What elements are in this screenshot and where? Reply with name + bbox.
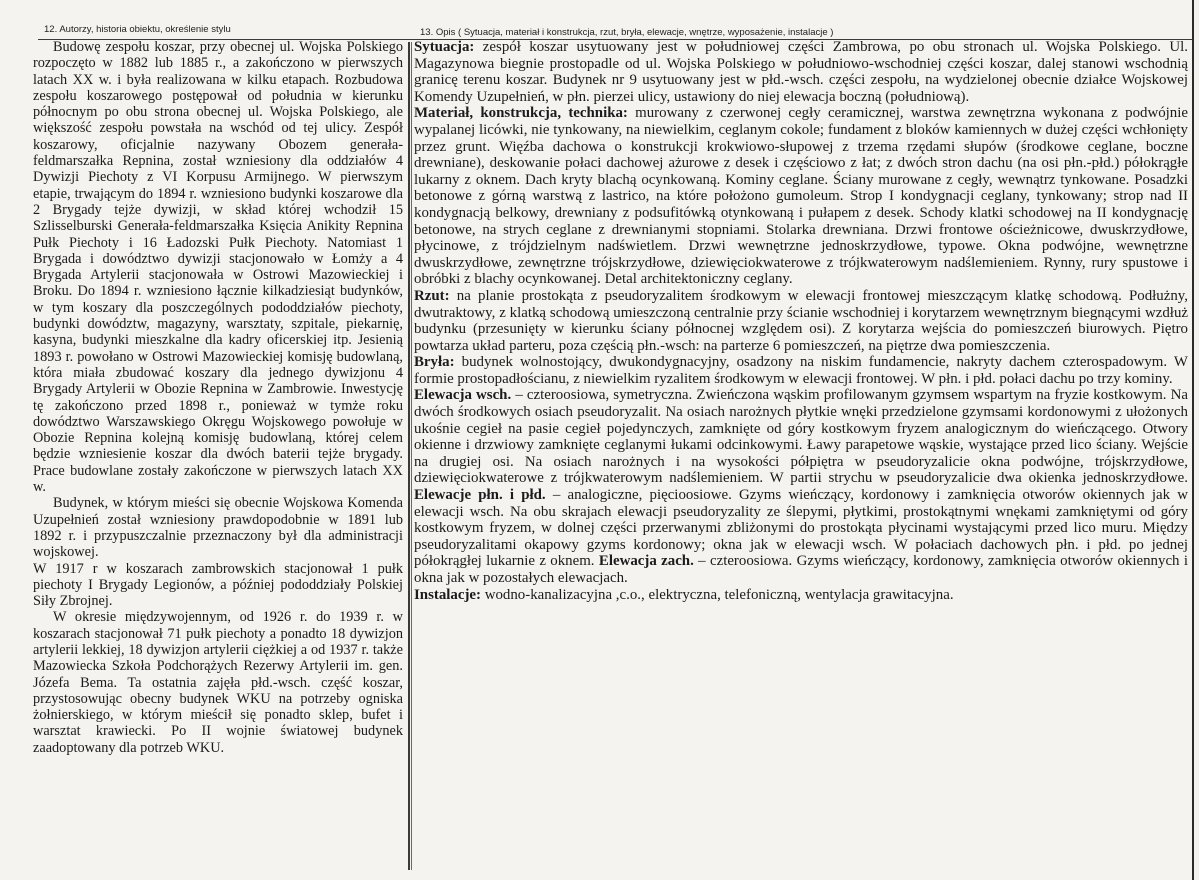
column-divider-inner (411, 42, 412, 870)
bryla-label: Bryła: (414, 354, 455, 371)
right-edge-line (1192, 0, 1194, 880)
bryla-paragraph (414, 354, 1188, 387)
elew-pln-text: – analogiczne, pięcioosiowe. Gzyms wieńczący, kordonowy i zamknięcia otworów okiennych jak w elewacji wsch. Na obu skrajach elewacji pseudoryzality ze ślepymi, płytkimi, prostokątnymi wnękami zamkniętymi od góry kostkowym fryzem, w dolnej części przerwanymi zbliżonymi do prostokąta płycinami wystającymi przed lico muru. Między pseudoryzalitami okapowy gzyms kordonowy; okna jak w elewacji wsch. W połaciach dachowych płn. i płd. po jednej półokrągłej lukarnie z oknem. (414, 487, 1188, 570)
rzut-paragraph (414, 288, 1188, 354)
material-label: Materiał, konstrukcja, technika: (414, 105, 628, 122)
material-paragraph (414, 105, 1188, 288)
bryla-text: budynek wolnostojący, dwukondygnacyjny, osadzony na niskim fundamencie, nakryty dachem czterospadowym. W formie prostopadłościanu, z niewielkim ryzalitem środkowym w elewacji frontowej. W płn. i płd. połaci dachu po trzy kominy. (414, 354, 1188, 387)
elew-wsch-text: – czteroosiowa, symetryczna. Zwieńczona wąskim profilowanym gzymsem wspartym na fryzie kostkowym. Na dwóch środkowych osiach pseudoryzalit. Na osiach narożnych płytkie wnęki przedzielone gzymsami kordonowymi z ułożonych ukośnie cegieł na pasie cegieł pojedynczych, zamknięte od góry kostkowym fryzem analogicznym do wieńczącego. Otwory okienne i drzwiowy zamknięte ceglanymi łukami odcinkowymi. Ławy parapetowe wąskie, wystające przed lico ściany. Wejście na drugiej osi. Na osiach narożnych i na wysokości półpiętra w pseudoryzalicie okna podwójne, trójskrzydłowe, dziewięciokwaterowe z trójkwaterowym nadślemieniem. W partii strychu w pseudoryzalicie dwa okienka jednoskrzydłowe. (414, 387, 1188, 487)
history-paragraph-4: W okresie międzywojennym, od 1926 r. do 1939 r. w koszarach stacjonował 71 pułk piechoty a ponadto 18 dywizjon artylerii lekkiej, 18 dywizjon artylerii ciężkiej a od 1937 r. także Mazowiecka Szkoła Podchorążych Rezerwy Artylerii im. gen. Józefa Bema. Ta ostatnia zajęła płd.-wsch. część koszar, przystosowując obecny budynek WKU na potrzeby ogniska żołnierskiego, w którym mieścił się ponadto sklep, bufet i warsztat krawiecki. Po II wojnie światowej budynek zaadoptowany dla potrzeb WKU. (33, 609, 403, 756)
column-divider (408, 42, 410, 870)
section-12-heading: 12. Autorzy, historia obiektu, określenie stylu (44, 24, 231, 35)
sytuacja-label: Sytuacja: (414, 39, 475, 55)
sytuacja-text: zespół koszar usytuowany jest w południowej części Zambrowa, po obu stronach ul. Wojska Polskiego. Ul. Magazynowa biegnie prostopadle od ul. Wojska Polskiego w południowo-wschodniej części koszar, dalej stanowi wschodnią granicę terenu koszar. Budynek nr 9 usytuowany jest w płd.-wsch. części zespołu, na wydzielonej obecnie działce Wojskowej Komendy Uzupełnień, w płn. pierzei ulicy, ustawiony do niej elewacja boczną (południową). (414, 39, 1188, 105)
instalacje-label: Instalacje: (414, 586, 481, 603)
section-13-heading: 13. Opis ( Sytuacja, materiał i konstrukcja, rzut, bryła, elewacje, wnętrze, wyposażenie, instalacje ) (420, 27, 834, 38)
sytuacja-paragraph (414, 39, 1188, 105)
rzut-text: na planie prostokąta z pseudoryzalitem środkowym w elewacji frontowej mieszczącym klatkę schodową. Podłużny, dwutraktowy, z klatką schodową umieszczoną centralnie przy ścianie wschodniej i korytarzem wewnętrznym biegnącymi wzdłuż budynku (przesunięty w kierunku ściany północnej względem osi). Z korytarza wejścia do pomieszczeń biurowych. Piętro powtarza układ parteru, poza częścią płn.-wsch: na parterze 6 pomieszczeń, na piętrze dwa pomieszczenia. (414, 287, 1188, 354)
elew-zach-label: Elewacja zach. (598, 553, 694, 570)
history-paragraph-3: W 1917 r w koszarach zambrowskich stacjonował 1 pułk piechoty I Brygady Legionów, a później pododdziały Polskiej Siły Zbrojnej. (33, 560, 403, 610)
history-column (33, 39, 403, 756)
rzut-label: Rzut: (414, 287, 450, 304)
instalacje-text: wodno-kanalizacyjna ,c.o., elektryczna, telefoniczną, wentylacja grawitacyjna. (481, 586, 954, 603)
elewacje-paragraph (414, 387, 1188, 586)
elew-zach-text: – czteroosiowa. Gzyms wieńczący, kordonowy, zamknięcia otworów okiennych i okna jak w pozostałych elewacjach. (414, 553, 1188, 586)
history-paragraph-1: Budowę zespołu koszar, przy obecnej ul. Wojska Polskiego rozpoczęto w 1882 lub 1885 r., a zakończono w pierwszych latach XX w. i była realizowana w kilku etapach. Rozbudowa zespołu koszarowego postępował od południa w kierunku północnym po obu strona obecnej ul. Wojska Polskiego, ale większość zespołu powstała na wschód od tej ulicy. Zespół koszarowy, oficjalnie nazywany Obozem generała-feldmarszałka Repnina, został wzniesiony dla oddziałów 4 Dywizji Piechoty z VI Korpusu Armijnego. W pierwszym etapie, trwającym do 1894 r. wzniesiono budynki koszarowe dla 2 Brygady tejże dywizji, w skład której wchodził 15 Szlisselburski Generała-feldmarszałka Księcia Anikity Repnina Pułk Piechoty i 16 Ładozski Pułk Piechoty. Natomiast 1 Brygada i dowództwo dywizji stacjonowało w Łomży a 4 Brygada Artylerii stacjonowała w Ostrowi Mazowieckiej i Broku. Do 1894 r. wzniesiono łącznie kilkadziesiąt budynków, w tym koszary dla poszczególnych pododdziałów piechoty, budynki dowództw, magazyny, warsztaty, szpitale, piekarnię, kasyna, budynki mieszkalne dla kadry oficerskiej itp. Jesienią 1893 r. powołano w Ostrowi Mazowieckiej komisję budowlaną, która miała zbudować koszary dla jednego dywizjonu 4 Brygady Artylerii w Obozie Repnina w Zambrowie. Inwestycję tę zakończono przed 1898 r., ponieważ w tymże roku dowództwo Warszawskiego Okręgu Wojskowego powołuje w Obozie Repnina kolejną komisję budowlaną, której celem będzie wzniesienie koszar dla dwóch baterii tejże brygady. Prace budowlane zostały zakończone w pierwszych latach XX w. (33, 39, 403, 496)
history-paragraph-2: Budynek, w którym mieści się obecnie Wojskowa Komenda Uzupełnień został wzniesiony prawdopodobnie w 1891 lub 1892 r. i przypuszczalnie przeznaczony był dla administracji wojskowej. (33, 495, 403, 561)
instalacje-paragraph (414, 587, 1188, 604)
elew-pln-label: Elewacje płn. i płd. (414, 487, 546, 504)
description-column (414, 39, 1188, 603)
elew-wsch-label: Elewacja wsch. (414, 387, 512, 404)
material-text: murowany z czerwonej cegły ceramicznej, warstwa zewnętrzna wykonana z podwójnie wypalanej licówki, nie tynkowany, na niewielkim, ceglanym cokole; fundament z bloków kamiennych w dużej części wchłonięty przez grunt. Więźba dachowa o konstrukcji krokwiowo-słupowej z trzema rzędami słupów (środkowe ceglane, boczne drewniane), deskowanie połaci dachowej ażurowe z desek i częściowo z łat; z dwóch stron dachu (na osi płn.-płd.) półokrągłe lukarny z oknem. Dach kryty blachą ocynkowaną. Kominy ceglane. Ściany murowane z cegły, wewnątrz tynkowane. Posadzki betonowe z górną warstwą z lastrico, na które położono gumoleum. Strop I kondygnacji ceglany, tynkowany; strop nad II kondygnacją belkowy, drewniany z podsufitówką otynkowaną i pułapem z desek. Schody klatki schodowej na II kondygnację betonowe, na strych ceglane z drewnianymi stopniami. Stolarka drewniana. Drzwi frontowe ościeżnicowe, dwuskrzydłowe, płycinowe, z trójdzielnym nadświetlem. Drzwi wewnętrzne jednoskrzydłowe, typowe. Okna podwójne, wewnętrzne dwuskrzydłowe, zewnętrzne trójskrzydłowe, dziewięciokwaterowe z trójkwaterowym nadślemieniem. Rynny, rury spustowe i obróbki z blachy ocynkowanej. Detal architektoniczny ceglany. (414, 105, 1189, 288)
